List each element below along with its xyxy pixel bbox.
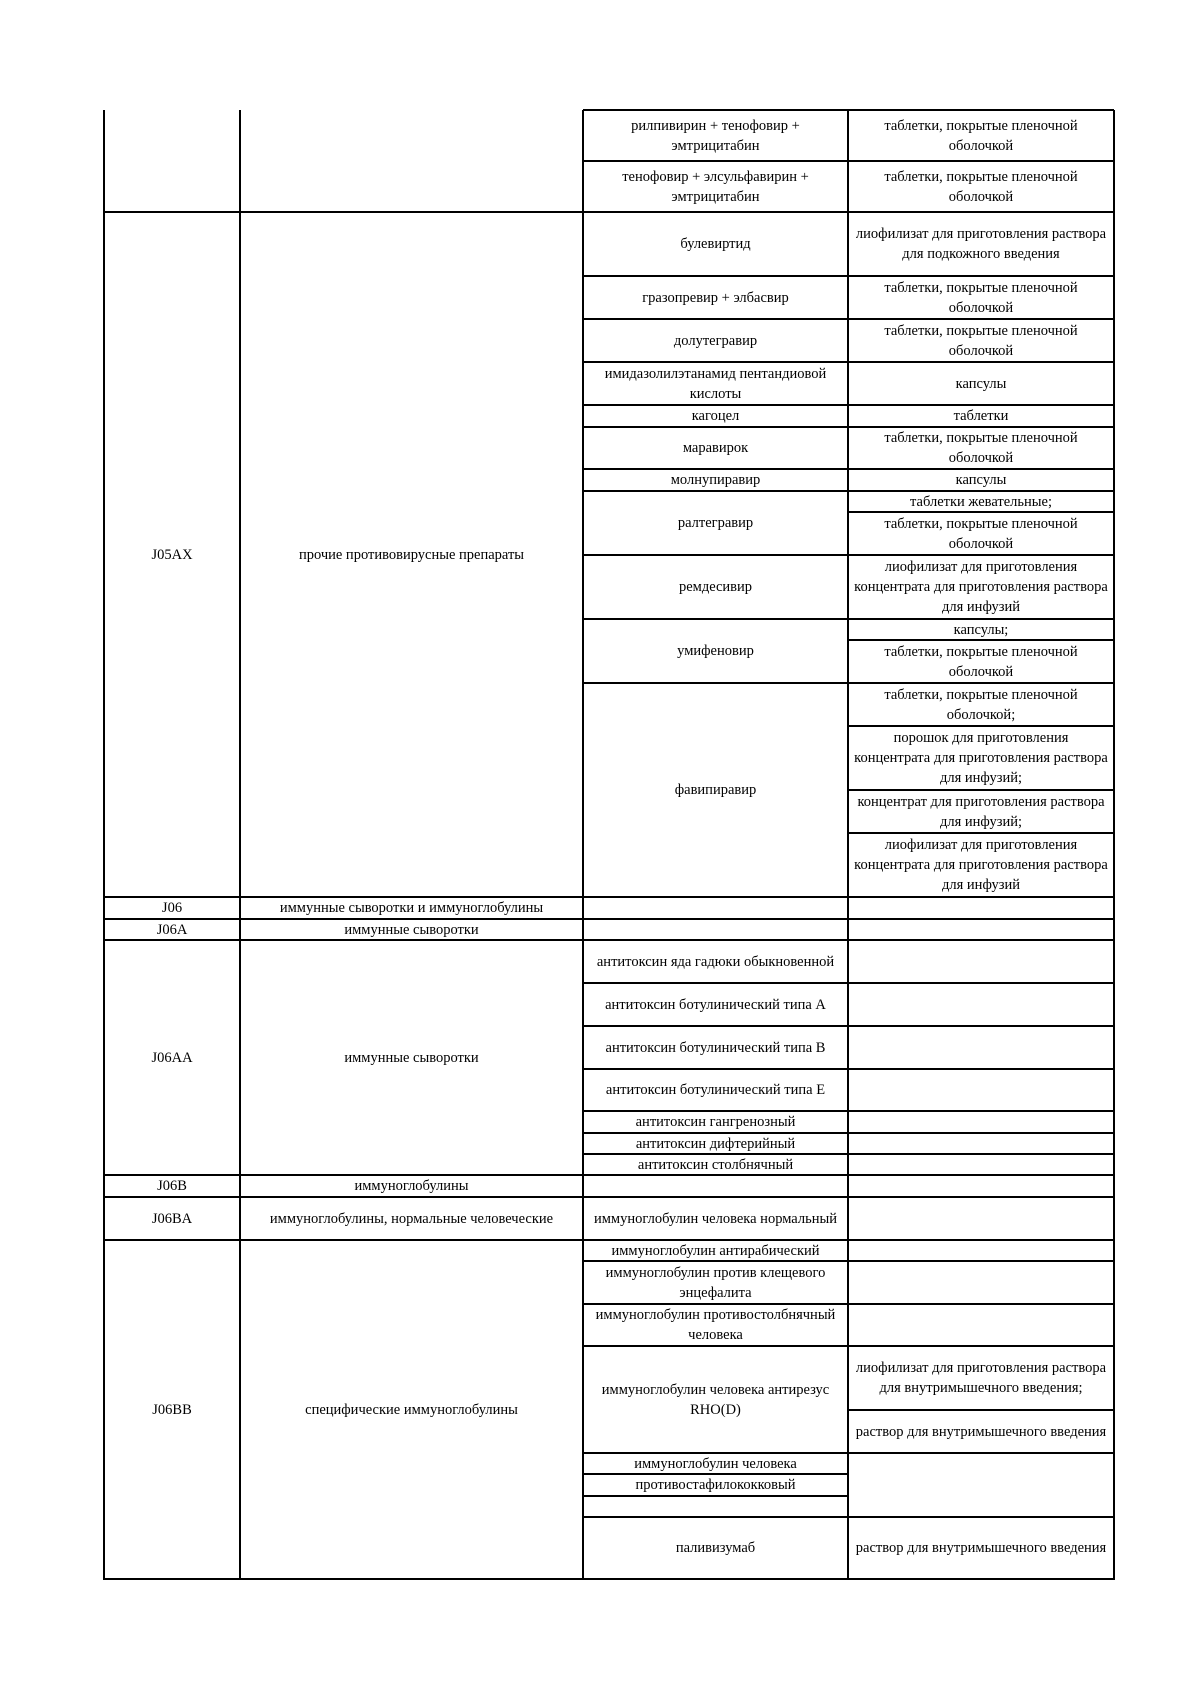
dosage-form: таблетки, покрытые пленочной оболочкой <box>884 643 1078 680</box>
dosage-form <box>848 1026 1114 1069</box>
drug-name: иммуноглобулин антирабический <box>611 1242 820 1259</box>
dosage-form <box>848 1197 1114 1240</box>
group-name: специфические иммуноглобулины <box>305 1401 518 1418</box>
group-name: иммунные сыворотки <box>344 1049 479 1066</box>
dosage-form: концентрат для приготовления раствора для инфузий; <box>857 793 1105 830</box>
drug-name: кагоцел <box>691 408 740 424</box>
group-name: прочие противовирусные препараты <box>298 546 525 563</box>
drug-name: антитоксин яда гадюки обыкновенной <box>596 953 835 970</box>
drug-name: антитоксин дифтерийный <box>635 1135 796 1152</box>
table-rule <box>583 896 848 898</box>
group-name: иммуноглобулины, нормальные человеческие <box>269 1210 554 1227</box>
drug-name: иммуноглобулин против клещевого энцефалита <box>605 1264 826 1301</box>
drug-name: иммуноглобулин человека нормальный <box>594 1210 837 1227</box>
drug-name: антитоксин ботулинический типа Е <box>605 1082 826 1098</box>
drug-name: молнупиравир <box>670 472 761 488</box>
drug-name: иммуноглобулин человека <box>634 1455 797 1472</box>
drug-name: антитоксин ботулинический типа В <box>605 1039 826 1056</box>
dosage-form: таблетки, покрытые пленочной оболочкой <box>884 168 1078 205</box>
table-rule <box>848 1452 1114 1454</box>
drug-name <box>583 1496 848 1517</box>
dosage-form: лиофилизат для приготовления раствора для подкожного введения <box>855 226 1107 262</box>
group-code: J06 <box>161 900 183 916</box>
drug-name: фавипиравир <box>674 782 757 798</box>
dosage-form <box>848 1261 1114 1304</box>
dosage-form: капсулы; <box>953 621 1009 638</box>
dosage-form: таблетки, покрытые пленочной оболочкой <box>884 430 1078 466</box>
drug-name: маравирок <box>682 440 749 456</box>
group-code: J05AX <box>151 546 193 563</box>
dosage-form: лиофилизат для приготовления раствора для внутримышечного введения; <box>855 1360 1107 1396</box>
drug-name: иммуноглобулин противостолбнячный человека <box>595 1307 836 1343</box>
dosage-form <box>848 940 1114 983</box>
dosage-form: таблетки <box>953 408 1009 424</box>
group-name: иммунные сыворотки и иммуноглобулины <box>279 900 544 916</box>
drug-name: антитоксин столбнячный <box>637 1156 794 1173</box>
group-code <box>104 110 240 212</box>
dosage-form: таблетки, покрытые пленочной оболочкой <box>884 322 1078 359</box>
dosage-form: капсулы <box>955 472 1007 488</box>
dosage-form <box>848 1240 1114 1261</box>
table-rule <box>848 896 1114 898</box>
drug-name: паливизумаб <box>675 1540 756 1556</box>
drug-name: умифеновир <box>677 643 754 659</box>
drug-name: имидазолилэтанамид пентандиовой кислоты <box>604 365 827 402</box>
dosage-form: таблетки жевательные; <box>910 493 1052 510</box>
dosage-form: раствор для внутримышечного введения <box>855 1423 1107 1440</box>
drug-name: противостафилококковый <box>635 1477 796 1493</box>
dosage-form <box>848 1304 1114 1346</box>
dosage-form: порошок для приготовления концентрата для приготовления раствора для инфузий; <box>854 730 1108 786</box>
dosage-form: таблетки, покрытые пленочной оболочкой <box>884 515 1078 552</box>
drug-name: долутегравир <box>673 332 758 349</box>
dosage-form <box>848 1154 1114 1175</box>
dosage-form: таблетки, покрытые пленочной оболочкой <box>884 279 1078 316</box>
group-code: J06BB <box>152 1401 192 1418</box>
drug-name: антитоксин ботулинический типа А <box>605 996 826 1013</box>
drug-name: рилпивирин + тенофовир + эмтрицитабин <box>631 117 800 154</box>
dosage-form <box>848 983 1114 1026</box>
table-rule <box>848 1174 1114 1176</box>
drug-name: ралтегравир <box>677 515 754 531</box>
group-code: J06A <box>156 921 188 938</box>
table-rule <box>583 1174 848 1176</box>
drug-name: иммуноглобулин человека антирезус RHO(D) <box>601 1381 830 1418</box>
drug-name: булевиртид <box>680 236 751 252</box>
drug-name: антитоксин гангренозный <box>635 1114 796 1130</box>
dosage-form <box>848 1111 1114 1133</box>
drug-name: тенофовир + элсульфавирин + эмтрицитабин <box>622 168 809 205</box>
dosage-form: капсулы <box>955 375 1007 392</box>
drug-name: гразопревир + элбасвир <box>642 289 789 306</box>
dosage-form <box>848 1069 1114 1111</box>
dosage-form: лиофилизат для приготовления концентрата для приготовления раствора для инфузий <box>854 559 1108 615</box>
dosage-form: таблетки, покрытые пленочной оболочкой <box>884 117 1078 154</box>
group-code: J06BA <box>151 1210 193 1227</box>
table-rule <box>848 918 1114 920</box>
group-code: J06AA <box>151 1049 193 1066</box>
dosage-form: раствор для внутримышечного введения <box>855 1540 1107 1556</box>
group-name: иммунные сыворотки <box>344 921 479 938</box>
group-code: J06B <box>157 1178 187 1194</box>
table-rule <box>583 918 848 920</box>
group-name: иммуноглобулины <box>354 1178 469 1194</box>
dosage-form <box>848 1133 1114 1154</box>
drug-name: ремдесивир <box>678 579 753 595</box>
dosage-form: таблетки, покрытые пленочной оболочкой; <box>884 686 1078 723</box>
group-name <box>240 110 583 212</box>
dosage-form: лиофилизат для приготовления концентрата для приготовления раствора для инфузий <box>854 837 1108 893</box>
